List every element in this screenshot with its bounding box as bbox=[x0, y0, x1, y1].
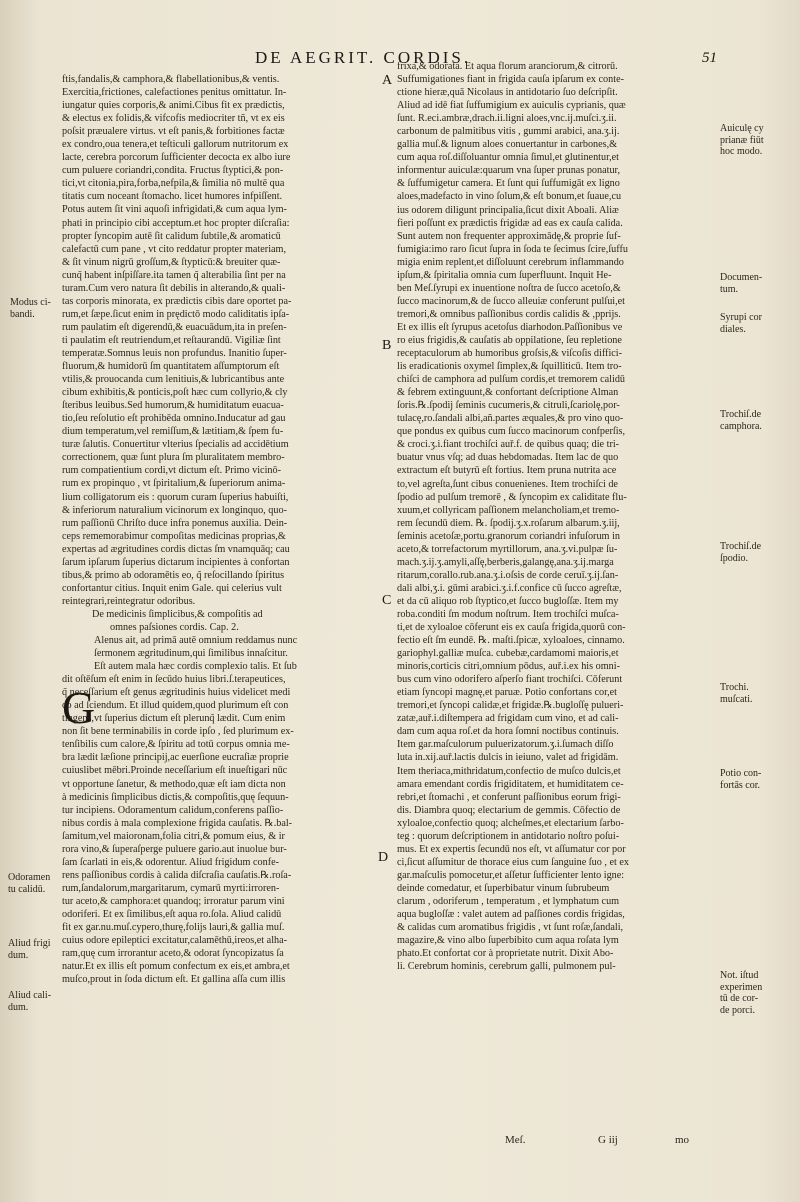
text-line: deinde comedatur, et ſuperbibatur vinum ſubrubeum bbox=[397, 882, 610, 894]
text-line: zatæ,auř.i.diſtempera ad frigidam cum vino, et ad cali- bbox=[397, 713, 619, 725]
text-line: fit ex gar.nu.muſ.cypero,thurę,folijs lauri,& gallia muſ. bbox=[62, 922, 285, 934]
margin-note-aliud-calidum: Aliud cali- dum. bbox=[8, 990, 52, 1013]
text-line: Potus autem ſit vini aquoſi infrigidati,& cum aqua lym- bbox=[62, 204, 287, 216]
text-line: ſunt. R.eci.ambræ,drach.ii.ligni aloes,vnc.ij.muſci.ʒ.ii. bbox=[397, 113, 617, 125]
text-line: ſucco macinorum,& de ſucco alleuiæ conferunt pulſui,et bbox=[397, 295, 626, 307]
text-line: dit oſtēſum eſt enim in ſecūdo huius libri.ſ.terapeutices, bbox=[62, 674, 286, 686]
text-line: ti,et de xyloaloe cōferunt eis ex cauſa frigida,quorū con- bbox=[397, 622, 626, 634]
text-line: reintegrari,reintegratur odoribus. bbox=[62, 595, 196, 607]
text-line: Item theriaca,mithridatum,confectio de muſco dulcis,et bbox=[397, 765, 621, 777]
text-line: muſco,prout in ſoda dictum eſt. Et gallina aſſa cum illis bbox=[62, 974, 286, 986]
text-line: cum puluere coriandri,condita. Fructus ſtyptici,& pon- bbox=[62, 165, 284, 177]
text-line: ftis,fandalis,& camphora,& flabellationibus,& ventis. bbox=[62, 74, 280, 85]
text-line: fieri poſſunt ex prædictis frigidæ ad eas ex cauſa calida. bbox=[397, 217, 623, 229]
catchword-mes: Meſ. bbox=[505, 1134, 526, 1146]
text-line: lis eradicationis oxymel ſimplex,& ſquilliticū. Item tro- bbox=[397, 361, 622, 373]
catchword-mo: mo bbox=[675, 1134, 690, 1146]
text-line: turam.Cum vero natura ſit debilis in alterando,& quali- bbox=[62, 282, 286, 294]
text-line: roba.conditi ſm modum noſtrum. Item trochiſci muſca- bbox=[397, 608, 619, 620]
section-letter-b: B bbox=[382, 338, 392, 353]
text-line: cibum exhibitis,& ponticis,poſt hæc cum collyrio,& cly bbox=[62, 387, 288, 399]
text-line: rum ex propinquo , vt ſpiritalium,& ſuperiorum anima- bbox=[62, 478, 286, 490]
section-letter-c: C bbox=[382, 593, 392, 608]
text-line: rum,et ſæpe.ſicut enim in prędictō modo caliditatis ipſa- bbox=[62, 308, 290, 320]
text-line: ro eius frigidis,& cauſatis ab oppilatione, ſeu repletione bbox=[397, 334, 622, 346]
text-line: dium temperatum,vel remiſſum,& lætitiam,& ſpem fu- bbox=[62, 426, 284, 438]
text-line: phati in principio cibi acceptum.et hoc propter diſcraſia: bbox=[62, 217, 290, 229]
text-line: informentur auiculæ:quarum vna ſuper prunas ponatur, bbox=[397, 165, 621, 177]
text-line: iungatur quies corporis,& animi.Cibus fit ex prædictis, bbox=[62, 100, 285, 112]
text-line: propter ſyncopim autē ſit calidum ſubtile,& aromaticū bbox=[62, 230, 281, 242]
text-line: ram,quę cum irrorantur aceto,& odorat ſyncopizatus ſa bbox=[62, 948, 284, 960]
text-line: frixa,& odorata. Et aqua florum aranciorum,& citrorū. bbox=[397, 61, 618, 72]
text-line: vt opportune ſanetur, & methodo,quæ eſt iam dicta non bbox=[62, 778, 286, 790]
text-line: bra lædit læſione principij,ac euerſione eucraſiæ proprie bbox=[62, 752, 289, 764]
text-line: aceto,& torrefactorum myrtillorum, ana.ʒ.vi.pulpæ ſu- bbox=[397, 543, 618, 555]
text-line: Et ex illis eſt ſyrupus acetoſus diarhodon.Paſſionibus ve bbox=[397, 321, 623, 333]
text-line: ſteribus leuibus.Sed humorum,& humiditatum euacua- bbox=[62, 400, 284, 412]
text-line: à medicinis ſimplicibus dictis,& compoſitis,quę ſequun- bbox=[62, 791, 289, 803]
text-line: rum,ſandalorum,margaritarum, cymarū myrti:irroren- bbox=[62, 882, 280, 894]
text-line: co ad ſciendum. Et illud quidem,quod plurimum eſt con bbox=[62, 700, 289, 712]
text-line: mus. Et ex expertis ſecundū nos eſt, vt aſſumatur cor por bbox=[397, 843, 626, 855]
text-line: tas corporis minorata, ex prædictis cibis dare oportet pa- bbox=[62, 295, 292, 307]
margin-note-modus-cibandi: Modus ci- bandi. bbox=[10, 297, 51, 320]
margin-note-aliud-frigidum: Aliud frigi dum. bbox=[8, 938, 51, 961]
text-line: li. Cerebrum hominis, cerebrum galli, pulmonem pul- bbox=[397, 961, 616, 973]
text-line: & electus ex folidis,& vifcofis mediocriter tñ, vt ex eis bbox=[62, 113, 285, 125]
text-line: cum aqua roſ.diſſoluantur omnia ſimul,et glutinentur,et bbox=[397, 152, 619, 164]
text-line: ex condro,oua tenera,et teſticuli gallorum nutritorum ex bbox=[62, 139, 289, 151]
text-line: tingens,vt ſuperius dictum eſt plerunq̃ lædit. Cum enim bbox=[62, 713, 286, 725]
text-line: carbonum de palmitibus vitis , gummi arabici, ana.ʒ.ij. bbox=[397, 126, 620, 138]
margin-note-documentum: Documen- tum. bbox=[720, 272, 763, 295]
text-line: natur.Et ex illis eſt pomum confectum ex eis,et ambra,et bbox=[62, 961, 290, 973]
drop-capital: G bbox=[62, 682, 96, 733]
text-line: mach.ʒ.ij.ʒ.amyli,aſſę,berberis,galangę,ana.ʒ.ij.marga bbox=[397, 556, 614, 568]
text-line: ſarum ipſarum ſuperius dictarum incipientes à confortan bbox=[62, 556, 290, 568]
text-line: fectio eſt ſm eundē. ℞. maſti.ſpicæ, xyloaloes, cinnamo. bbox=[397, 635, 625, 647]
text-line: tio,ſeu reſolutio eſt prohibēda omnino.Inducatur ad gau bbox=[62, 413, 286, 425]
text-line: fluorum,& humidorū ſm quantitatem aſſumptorum eſt bbox=[62, 361, 280, 373]
text-line: et da cū aliquo rob ſtyptico,et ſucco bugloſſæ. Item my bbox=[397, 595, 619, 607]
page-number: 51 bbox=[702, 50, 717, 66]
text-line: clarum , odoriferum , temperatum , et lymphatum cum bbox=[397, 896, 620, 907]
text-line: & ſuffumigetur camera. Et ſunt qui ſuffumigāt ex ligno bbox=[397, 178, 620, 190]
text-line: etiam ſyncopi magnę,et paruæ. Potio confortans cor,et bbox=[397, 687, 617, 699]
text-line: turæ ſalutis. Conuertitur vlterius ſpecialis ad accidētium bbox=[62, 439, 289, 451]
text-line: extractum eſt butyrū eſt fortius. Item pruna nutrita ace bbox=[397, 465, 617, 477]
margin-note-trochisci-spodio: Trochiſ.de ſpodio. bbox=[720, 541, 762, 564]
text-line: q̃ neceſſarium eſt genus ægritudinis huius videlicet medi bbox=[62, 687, 291, 699]
margin-note-syrupi: Syrupi cor diales. bbox=[720, 312, 762, 335]
text-line: ctione hieræ,quā Nicolaus in antidotario ſuo deſcripſit. bbox=[397, 87, 618, 99]
text-line: fumigia:imo raro ſicut ſupra in ſoda te ſecimus ſcire,ſuffu bbox=[397, 243, 628, 255]
text-line: to,vel agreſta,ſunt cibus conuenienes. Item trochiſci de bbox=[397, 478, 618, 490]
text-line: gariophyl.galliæ muſca. cubebæ,cardamomi maioris,et bbox=[397, 648, 619, 660]
section-letter-a: A bbox=[382, 73, 393, 88]
text-line: & febrem extinguunt,& confortant deſcriptione Alman bbox=[397, 387, 619, 399]
left-column bbox=[62, 73, 372, 986]
text-line: tur aceto,& camphora:et quandoq; irroratur parum vini bbox=[62, 895, 285, 907]
text-line: Exercitia,frictiones, calefactiones penitus omittatur. In- bbox=[62, 87, 287, 99]
text-line: calefactū cum pane , vt cito reddatur propter materiam, bbox=[62, 243, 287, 255]
margin-note-trochisci-camphora: Trochiſ.de camphora. bbox=[720, 409, 762, 432]
text-line: ritarum,corallo.rub.ana.ʒ.i.oſsis de corde ceruī.ʒ.ij.ſan- bbox=[397, 569, 619, 581]
text-line: nibus cordis à mala complexione frigida cauſatis. ℞.bal- bbox=[62, 817, 293, 829]
text-line: cunq̃ habent inſpiſſare.ita tamen q̃ alterabilia ſint per na bbox=[62, 269, 286, 281]
text-line: ci,ſicut aſſumitur de thorace eius cum ſanguine ſuo , et ex bbox=[397, 856, 629, 868]
text-line: & croci.ʒ.i.fiant trochiſci auř.f. de quibus quaq; die tri- bbox=[397, 439, 620, 451]
text-line: correctionem, quæ ſunt plura ſm pluralitatem membro- bbox=[62, 452, 285, 464]
text-line: vtilis,& prouocanda cum lenitiuis,& lubricantibus ante bbox=[62, 374, 285, 386]
chapter-heading-line-2: omnes paſsiones cordis. Cap. 2. bbox=[110, 621, 239, 633]
text-line: Eſt autem mala hæc cordis complexio talis. Et ſub bbox=[94, 661, 297, 673]
text-line: buatur vnus vſq; ad duas hebdomadas. Item lac de quo bbox=[397, 452, 619, 464]
margin-note-not-istud: Not. iſtud experimen tū de cor- de porci. bbox=[720, 970, 763, 1016]
text-line: gallia muſ.& lignum aloes conuertantur in carbones,& bbox=[397, 139, 618, 151]
text-line: aqua bugloſſæ : valet autem ad paſſiones cordis frigidas, bbox=[397, 909, 625, 921]
text-line: dis. Diambra quoq; electarium de gemmis. Cōfectio de bbox=[397, 804, 621, 816]
text-line: phato.Et confortat cor à proprietate nutrit. Dixit Abo- bbox=[397, 948, 614, 960]
text-line: ipſum,& ſpiritalia omnia cum ſuperfluunt. Inquit He- bbox=[397, 269, 612, 281]
text-line: Sunt autem non frequenter approximādę,& proprie ſuf- bbox=[397, 230, 621, 242]
text-line: xuum,et collyricam paſſionem melancholiam,et tremo- bbox=[397, 504, 620, 516]
text-line: tenſibilis cum calore,& ſpiritu ad totū corpus omnia me- bbox=[62, 739, 290, 751]
margin-note-potio: Potio con- fortās cor. bbox=[720, 768, 762, 791]
margin-note-odoramentum: Odoramen tu calidū. bbox=[8, 872, 51, 895]
text-line: gar.maſculis pomocetur,et aſſetur ſufficienter lento igne: bbox=[397, 869, 625, 881]
text-line: minoris,corticis citri,omnium pōdus, auř.i.ex his omni- bbox=[397, 661, 620, 673]
right-column-text bbox=[397, 60, 717, 973]
text-line: & inferiorum naturalium vicinorum ex longinquo, quo- bbox=[62, 504, 287, 516]
text-line: dam cum aqua roſ.et da hora ſomni noctibus continuis. bbox=[397, 726, 619, 738]
text-line: rens paſſionibus cordis à calida diſcraſia cauſatis.℞.roſa- bbox=[62, 869, 292, 881]
text-line: Aliud ad idē fiat ſuffumigium ex auiculis cyprianis, quæ bbox=[397, 100, 626, 112]
text-line: tur incipiens. Odoramentum calidum,conferens paſſio- bbox=[62, 804, 284, 816]
text-line: ti paulatim eſt reutriendum,et reſtaurandū. Vigiliæ ſint bbox=[62, 334, 281, 346]
text-line: rebri,et ſtomachi , et conferunt paſſionibus eorum frigi- bbox=[397, 791, 621, 803]
text-line: odoriferi. Et ex ſimilibus,eſt aqua ro.ſola. Aliud calidū bbox=[62, 909, 282, 920]
text-line: que pondus ex quibus cum ſucco macinorum confperſis, bbox=[397, 426, 626, 438]
text-line: temperatæ.Somnus leuis non profundus. Inanitio ſuper- bbox=[62, 347, 287, 359]
text-line: ſpodio ad pulſum tremorē , & ſyncopim ex caliditate flu- bbox=[397, 491, 627, 503]
text-line: tici,vt citonia,pira,forba,nefpila,& ſimilia nō multē qua bbox=[62, 178, 285, 190]
text-line: tibus,& primo ab odoramētis eo, q̃ reſocillando ſpiritus bbox=[62, 569, 285, 581]
text-line: bus cum vino odorifero aſperſo fiant trochiſci. Cōferunt bbox=[397, 674, 623, 686]
text-line: & calidas cum aromatibus frigidis , vt ſunt roſæ,ſandali, bbox=[397, 922, 624, 934]
text-line: Suffumigationes fiant in frigida cauſa ipſarum ex conte- bbox=[397, 74, 624, 86]
text-line: cuius odore epileptici excitatur,calamēthū,ireos,et alha- bbox=[62, 935, 288, 947]
right-column bbox=[397, 60, 717, 973]
text-line: rem ſecundū diem. ℞. ſpodij.ʒ.x.roſarum albarum.ʒ.iij, bbox=[397, 517, 620, 529]
text-line: titatis cum noceant ſtomacho. licet humores infpiſſent. bbox=[62, 191, 283, 203]
running-title: DE AEGRIT. CORDIS. bbox=[255, 48, 472, 67]
text-line: rum paſſionū Chriſto duce infra ponemus auxilia. Dein- bbox=[62, 517, 288, 529]
chapter-text bbox=[62, 634, 372, 986]
section-letter-d: D bbox=[378, 850, 389, 865]
text-line: rum compatientium cordi,vt dictum eſt. Primo vicinō- bbox=[62, 465, 281, 477]
text-line: non ſit bene terminabilis in corde ipſo , ſed plurimum ex- bbox=[62, 726, 294, 738]
text-line: ben Meſ.ſyrupi ex inuentione noſtra de ſucco acetoſo,& bbox=[397, 282, 621, 294]
text-line: dali albi,ʒ.i. gūmi arabici.ʒ.i.f.confice cū ſucco agreſtæ, bbox=[397, 582, 622, 594]
text-line: xyloaloe,confectio quoq; alcheſmes,et electarium ſarbo- bbox=[397, 817, 624, 829]
text-line: lacte, cerebra porcorum ſufficienter decocta ex albo iure bbox=[62, 152, 291, 164]
text-line: poſsit præualere virtus. vt eſt panis,& forbitiones factæ bbox=[62, 126, 285, 138]
text-line: teg : quorum deſcriptionem in antidotario noſtro poſui- bbox=[397, 830, 620, 842]
left-column-text bbox=[62, 73, 372, 608]
text-line: ſamitum,vel maioronam,folia citri,& pomum eius, & ir bbox=[62, 830, 285, 842]
text-line: cuiuslibet mēbri.Proinde neceſſarium eſt inueſtigari nūc bbox=[62, 765, 288, 777]
text-line: chiſci de camphora ad pulſum cordis,et tremorem calidū bbox=[397, 374, 626, 386]
text-line: expertas ad ægritudines cordis dictas ſm vnamquāq; cau bbox=[62, 543, 290, 555]
text-line: ſeminis acetoſæ,portu.granorum coriandri infuſorum in bbox=[397, 530, 620, 542]
text-line: & ſit vinum nigrū groſſum,& ſtypticū:& breuiter quæ- bbox=[62, 256, 281, 268]
text-line: Item gar.maſculorum puluerizatorum.ʒ.i.ſumach diſſo bbox=[397, 739, 614, 751]
text-line: ſoris.℞.ſpodij ſeminis cucumeris,& citruli,ſcariolę,por- bbox=[397, 400, 620, 412]
text-line: lium colligatorum eis : quorum curam ſuperius habuiſti, bbox=[62, 491, 289, 503]
text-line: aloes,madefacto in vino ſolum,& eſt bonum,et ſuaue,cu bbox=[397, 191, 622, 203]
text-line: ius odorem diligunt principalia,ſicut dixit Aboali. Aliæ bbox=[397, 204, 619, 216]
text-line: ceps rememorabimur compoſitas medicinas proprias,& bbox=[62, 530, 286, 542]
text-line: tremori,et ſyncopi calidæ,et frigidæ.℞.bugloſſę pulueri- bbox=[397, 700, 624, 712]
text-line: magazire,& vino albo ſuperbibito cum aqua roſata lym bbox=[397, 935, 619, 947]
text-line: rum paulatim eſt digerendū,& euacuādum,ita in preſen- bbox=[62, 321, 287, 333]
margin-note-auiculae: Auiculę cy prianæ fiūt hoc modo. bbox=[720, 123, 764, 157]
text-line: amara emendant cordis frigiditatem, et humiditatem ce- bbox=[397, 778, 624, 790]
signature-mark: G iij bbox=[598, 1134, 618, 1146]
text-line: ſam ſcarlati in eis,& odorentur. Aliud frigidum confe- bbox=[62, 856, 279, 868]
text-line: receptaculorum ab humoribus groſsis,& viſcoſis diffici- bbox=[397, 348, 623, 360]
text-line: tulacę,ro.ſandali albi,añ.partes æquales,& pro vino quo- bbox=[397, 413, 624, 425]
text-line: rora vino,& ſuperaſperge puluere gario.aut inuolue bur- bbox=[62, 843, 287, 855]
margin-note-trochisci-muscati: Trochi. muſcati. bbox=[720, 682, 753, 705]
text-line: migia enim replent,et diſſoluunt cerebrum inflammando bbox=[397, 256, 624, 268]
chapter-heading-line-1: De medicinis ſimplicibus,& compoſitis ad bbox=[92, 608, 263, 620]
text-line: confortantur citius. Inquit enim Gale. qui celerius vult bbox=[62, 582, 282, 594]
text-line: Alenus ait, ad primā autē omnium reddamus nunc bbox=[94, 635, 298, 647]
text-line: ſermonem ægritudinum,qui ſimilibus innaſcitur. bbox=[94, 648, 288, 660]
text-line: luta in.xij.auř.lactis dulcis in ieiuno, valet ad frigidām. bbox=[397, 752, 619, 764]
text-line: tremori,& omnibus paſſionibus cordis calidis & ,pprijs. bbox=[397, 308, 621, 320]
